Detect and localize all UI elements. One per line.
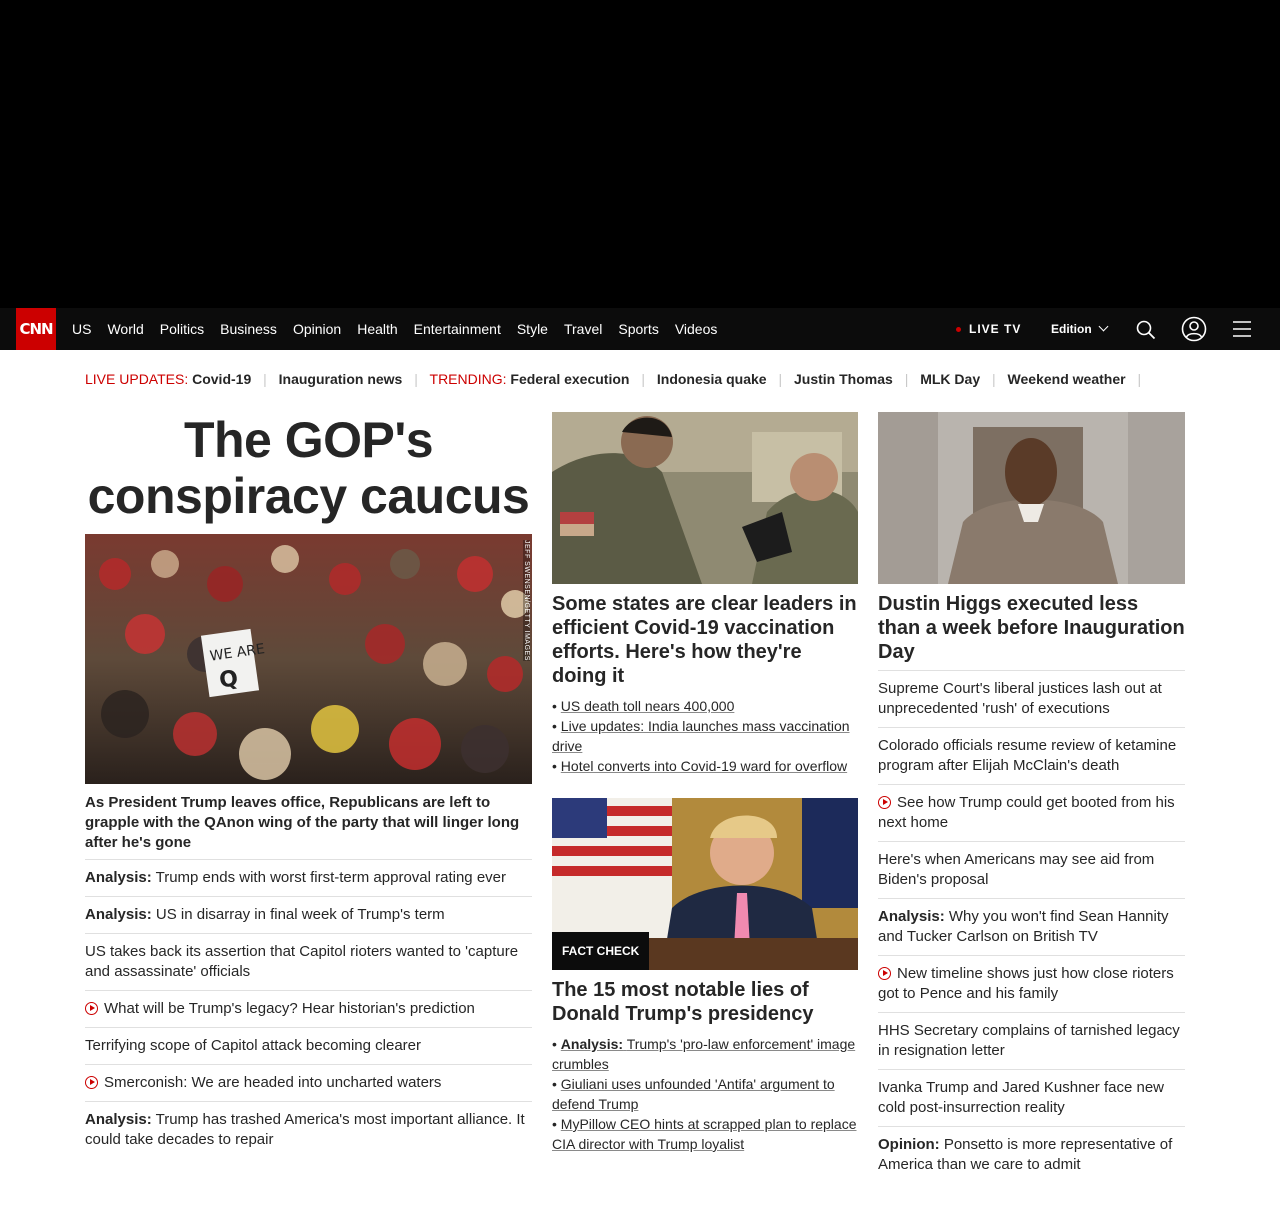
nav-link-travel[interactable]: Travel bbox=[563, 321, 603, 337]
edition-dropdown[interactable] bbox=[1051, 322, 1107, 336]
item-text: US takes back its assertion that Capitol rioters wanted to 'capture and assassinate' officials bbox=[85, 943, 519, 980]
higgs-headline[interactable]: Dustin Higgs executed less than a week before Inauguration Day bbox=[878, 593, 1185, 663]
item-text: Trump ends with worst first-term approval rating ever bbox=[155, 869, 506, 886]
fact-check-image[interactable] bbox=[552, 798, 858, 970]
list-item[interactable] bbox=[878, 1070, 1185, 1127]
trending-bar: LIVE UPDATES: Covid-19 | Inauguration news | TRENDING: Federal execution | Indonesia quake | Justin Thomas | MLK Day | Weekend weather | bbox=[85, 371, 1142, 387]
play-video-icon bbox=[85, 1002, 98, 1015]
trending-item[interactable]: MLK Day bbox=[920, 371, 981, 387]
item-text: Ponsetto is more representative of America than we care to admit bbox=[878, 1136, 1173, 1173]
bullet-link[interactable]: • Live updates: India launches mass vaccination drive bbox=[552, 718, 850, 754]
item-text: US in disarray in final week of Trump's term bbox=[155, 906, 445, 923]
list-item[interactable] bbox=[878, 1127, 1185, 1183]
fact-check-headline[interactable]: The 15 most notable lies of Donald Trump's presidency bbox=[552, 979, 814, 1025]
bullet-link[interactable]: • Hotel converts into Covid-19 ward for overflow bbox=[552, 758, 848, 774]
play-video-icon bbox=[878, 967, 891, 980]
item-text: New timeline shows just how close rioters got to Pence and his family bbox=[878, 965, 1174, 1002]
bullet-text: Giuliani uses unfounded 'Antifa' argument to defend Trump bbox=[552, 1076, 835, 1112]
item-text: What will be Trump's legacy? Hear historian's prediction bbox=[104, 1000, 475, 1017]
bullet-text: Trump's 'pro-law enforcement' image crumbles bbox=[552, 1036, 856, 1072]
lead-related-list bbox=[85, 859, 532, 1158]
bullet-label: Analysis: bbox=[560, 1036, 624, 1052]
trending-item[interactable]: Federal execution bbox=[510, 371, 630, 387]
lead-caption[interactable]: As President Trump leaves office, Republicans are left to grapple with the QAnon wing of the party that will linger long after he's gone bbox=[85, 794, 520, 851]
svg-text:Q: Q bbox=[217, 666, 240, 694]
bullet-text: Hotel converts into Covid-19 ward for overflow bbox=[560, 758, 848, 774]
nav-link-sports[interactable]: Sports bbox=[618, 321, 659, 337]
search-icon[interactable] bbox=[1136, 320, 1156, 340]
item-text: See how Trump could get booted from his next home bbox=[878, 794, 1175, 831]
lead-story-column bbox=[85, 412, 532, 1158]
ad-area bbox=[0, 0, 1280, 308]
fact-check-related-list bbox=[552, 1034, 858, 1154]
top-navigation-bar bbox=[0, 308, 1280, 350]
lead-story-image[interactable] bbox=[85, 534, 532, 784]
bullet-link[interactable]: • Giuliani uses unfounded 'Antifa' argument to defend Trump bbox=[552, 1076, 835, 1112]
item-text: Trump has trashed America's most important alliance. It could take decades to repair bbox=[85, 1111, 525, 1148]
bullet-text: Live updates: India launches mass vaccination drive bbox=[552, 718, 850, 754]
nav-links bbox=[64, 308, 725, 350]
item-text: Here's when Americans may see aid from Biden's proposal bbox=[878, 851, 1155, 888]
live-tv-button[interactable] bbox=[956, 322, 1021, 336]
trending-label: TRENDING: bbox=[429, 371, 507, 387]
list-item[interactable] bbox=[85, 860, 532, 897]
vaccination-image[interactable] bbox=[552, 412, 858, 584]
nav-link-world[interactable]: World bbox=[107, 321, 144, 337]
trending-item-inauguration[interactable]: Inauguration news bbox=[278, 371, 403, 387]
list-item[interactable] bbox=[878, 1013, 1185, 1070]
logo-text: CNN bbox=[19, 320, 53, 338]
list-item[interactable] bbox=[878, 842, 1185, 899]
bullet-text: US death toll nears 400,000 bbox=[560, 698, 735, 714]
item-label: Analysis: bbox=[878, 908, 945, 925]
hamburger-menu-icon[interactable] bbox=[1232, 320, 1252, 338]
item-text: Colorado officials resume review of ketamine program after Elijah McClain's death bbox=[878, 737, 1177, 774]
fact-check-tag: FACT CHECK bbox=[552, 932, 649, 970]
play-video-icon bbox=[878, 796, 891, 809]
bullet-link[interactable]: • US death toll nears 400,000 bbox=[552, 698, 735, 714]
item-text: HHS Secretary complains of tarnished legacy in resignation letter bbox=[878, 1022, 1180, 1059]
list-item[interactable] bbox=[878, 785, 1185, 842]
play-video-icon bbox=[85, 1076, 98, 1089]
live-updates-label: LIVE UPDATES: bbox=[85, 371, 189, 387]
item-text: Smerconish: We are headed into uncharted waters bbox=[104, 1074, 442, 1091]
list-item[interactable] bbox=[85, 897, 532, 934]
right-related-list bbox=[878, 670, 1185, 1183]
lead-headline[interactable]: The GOP's conspiracy caucus bbox=[87, 412, 530, 524]
nav-link-style[interactable]: Style bbox=[516, 321, 548, 337]
middle-column bbox=[552, 412, 858, 1154]
dustin-higgs-photo bbox=[878, 412, 1185, 584]
list-item[interactable] bbox=[878, 728, 1185, 785]
item-text: Ivanka Trump and Jared Kushner face new cold post-insurrection reality bbox=[878, 1079, 1164, 1116]
nav-link-us[interactable]: US bbox=[72, 321, 92, 337]
edition-label: Edition bbox=[1051, 322, 1092, 336]
trending-item-covid[interactable]: Covid-19 bbox=[192, 371, 252, 387]
vaccination-photo bbox=[552, 412, 858, 584]
chevron-down-icon bbox=[1098, 322, 1108, 332]
nav-link-business[interactable]: Business bbox=[220, 321, 277, 337]
list-item[interactable] bbox=[85, 1065, 532, 1102]
vaccination-headline[interactable]: Some states are clear leaders in efficient Covid-19 vaccination efforts. Here's how they're doing it bbox=[552, 593, 857, 687]
item-label: Analysis: bbox=[85, 869, 152, 886]
trending-item[interactable]: Weekend weather bbox=[1007, 371, 1126, 387]
trending-item[interactable]: Justin Thomas bbox=[794, 371, 893, 387]
item-label: Analysis: bbox=[85, 1111, 152, 1128]
nav-link-politics[interactable]: Politics bbox=[159, 321, 205, 337]
right-column bbox=[878, 412, 1185, 1183]
trending-item[interactable]: Indonesia quake bbox=[656, 371, 767, 387]
bullet-text: MyPillow CEO hints at scrapped plan to replace CIA director with Trump loyalist bbox=[552, 1116, 857, 1152]
item-text: Why you won't find Sean Hannity and Tucker Carlson on British TV bbox=[878, 908, 1169, 945]
list-item[interactable] bbox=[85, 1102, 532, 1158]
live-tv-label: LIVE TV bbox=[969, 322, 1022, 336]
list-item[interactable] bbox=[878, 899, 1185, 956]
rally-crowd-image bbox=[85, 534, 532, 784]
list-item[interactable] bbox=[85, 991, 532, 1028]
live-dot-icon bbox=[956, 327, 961, 332]
item-label: Opinion: bbox=[878, 1136, 940, 1153]
svg-text:WE ARE: WE ARE bbox=[208, 641, 266, 665]
vaccination-related-list bbox=[552, 696, 858, 776]
nav-link-videos[interactable]: Videos bbox=[674, 321, 718, 337]
nav-link-health[interactable]: Health bbox=[357, 321, 398, 337]
user-icon[interactable] bbox=[1181, 316, 1207, 342]
nav-link-entertainment[interactable]: Entertainment bbox=[413, 321, 501, 337]
list-item[interactable] bbox=[85, 934, 532, 991]
item-text: Terrifying scope of Capitol attack becoming clearer bbox=[85, 1037, 421, 1054]
list-item[interactable] bbox=[85, 1028, 532, 1065]
nav-link-opinion[interactable]: Opinion bbox=[292, 321, 342, 337]
cnn-logo[interactable] bbox=[16, 308, 56, 350]
image-credit: JEFF SWENSEN/GETTY IMAGES bbox=[523, 540, 530, 661]
list-item[interactable] bbox=[878, 671, 1185, 728]
item-label: Analysis: bbox=[85, 906, 152, 923]
list-item[interactable] bbox=[878, 956, 1185, 1013]
bullet-link[interactable]: • MyPillow CEO hints at scrapped plan to replace CIA director with Trump loyalist bbox=[552, 1116, 857, 1152]
item-text: Supreme Court's liberal justices lash out at unprecedented 'rush' of executions bbox=[878, 680, 1162, 717]
higgs-image[interactable] bbox=[878, 412, 1185, 584]
bullet-link[interactable]: • Analysis: Trump's 'pro-law enforcement' image crumbles bbox=[552, 1036, 856, 1072]
